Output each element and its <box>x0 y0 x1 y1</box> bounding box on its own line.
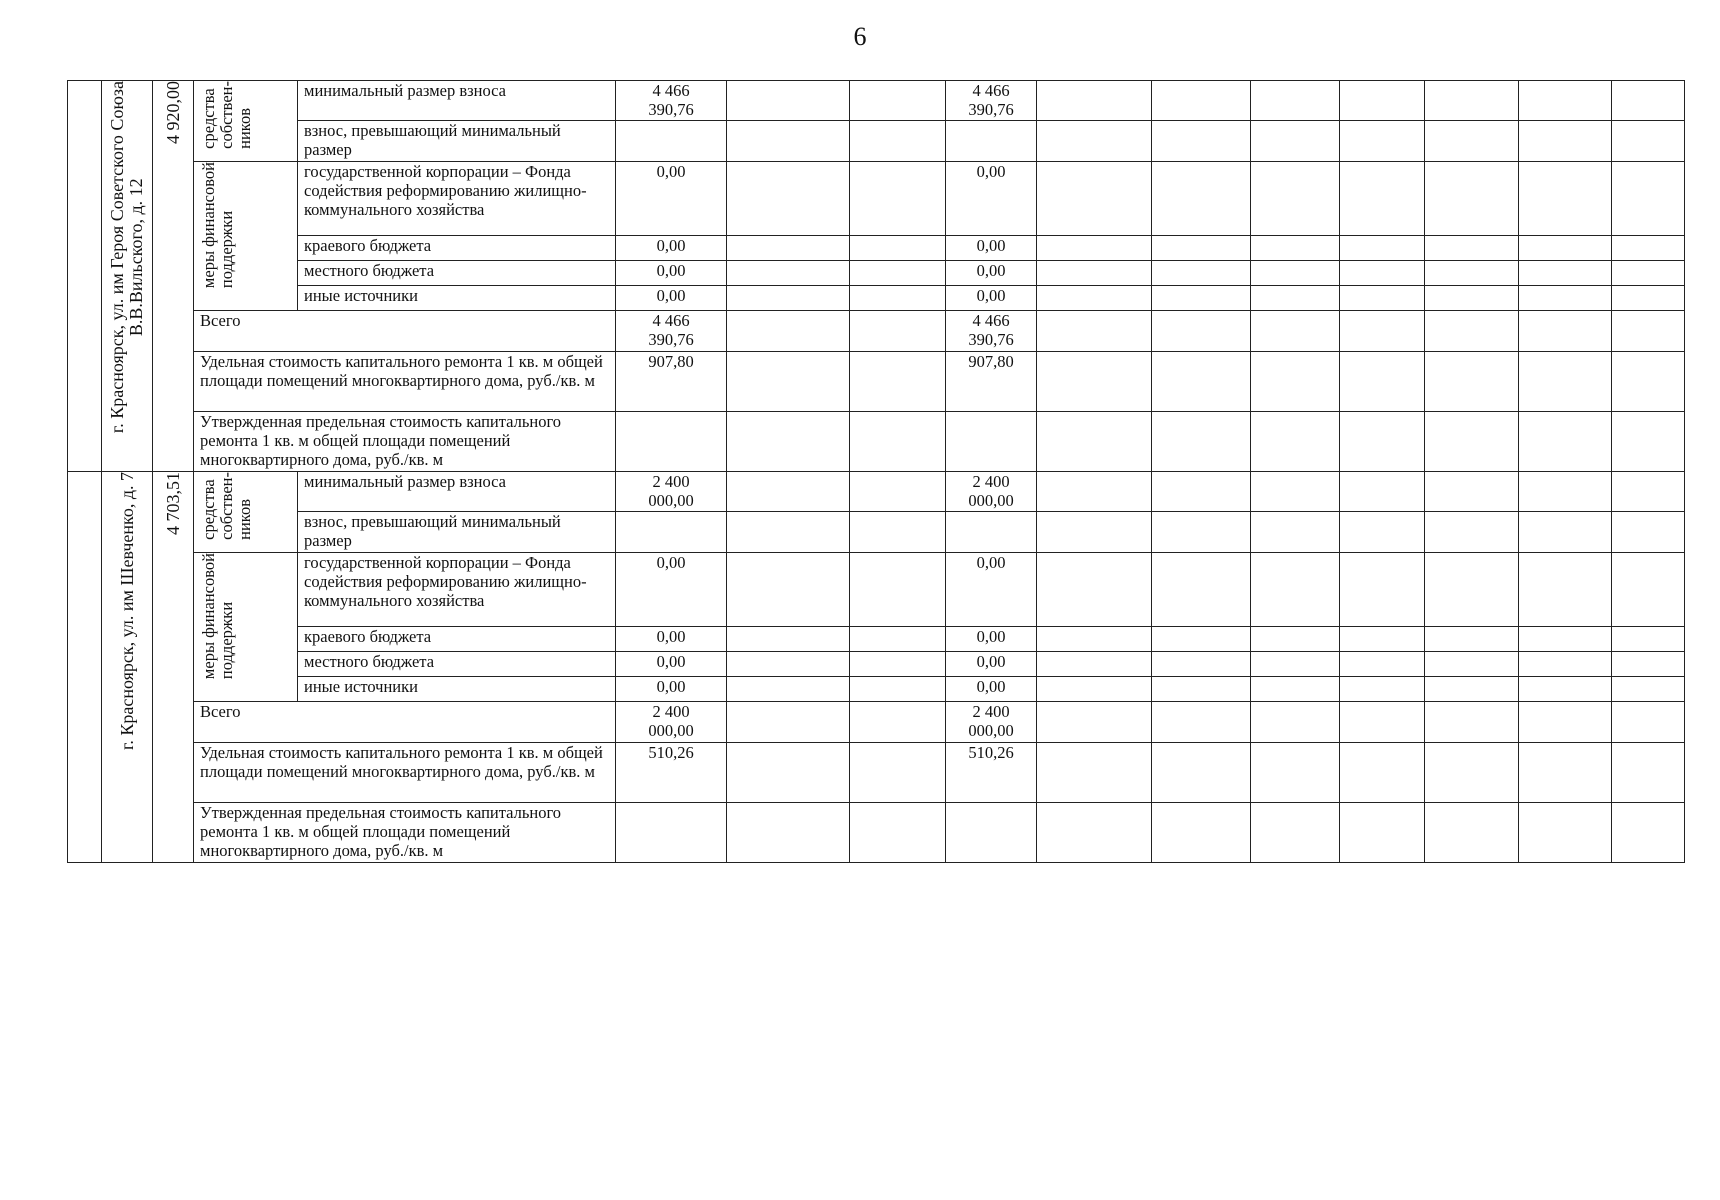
row-label: иные источники <box>298 286 616 311</box>
value-cell: 0,00 <box>946 261 1037 286</box>
value-cell: 510,26 <box>616 743 727 803</box>
value-cell: 2 400 000,00 <box>616 702 727 743</box>
value-cell: 4 466 390,76 <box>616 81 727 121</box>
value-cell: 0,00 <box>946 553 1037 627</box>
row-label-total: Всего <box>194 702 616 743</box>
value-cell: 0,00 <box>616 627 727 652</box>
table-row <box>68 803 1685 863</box>
value-cell: 0,00 <box>616 236 727 261</box>
value-cell: 0,00 <box>616 286 727 311</box>
row-label: местного бюджета <box>298 261 616 286</box>
row-label: государственной корпорации – Фонда содействия реформированию жилищно-коммунального хозяйства <box>298 553 616 627</box>
table-row <box>68 702 1685 743</box>
page-number: 6 <box>853 22 867 51</box>
row-label: взнос, превышающий минимальный размер <box>298 512 616 553</box>
value-cell: 0,00 <box>946 677 1037 702</box>
table-row <box>68 743 1685 803</box>
value-cell: 0,00 <box>946 236 1037 261</box>
value-cell <box>946 121 1037 162</box>
value-cell <box>616 803 727 863</box>
value-cell: 0,00 <box>616 652 727 677</box>
value-cell: 0,00 <box>616 553 727 627</box>
row-label-total: Всего <box>194 311 616 352</box>
value-cell <box>616 512 727 553</box>
value-cell: 907,80 <box>616 352 727 412</box>
value-cell <box>946 803 1037 863</box>
capital-repair-table <box>67 80 1685 863</box>
building-address: г. Красноярск, ул. им Шевченко, д. 7 <box>102 472 153 863</box>
table-row <box>68 81 1685 121</box>
row-label: Утвержденная предельная стоимость капитального ремонта 1 кв. м общей площади помещений многоквартирного дома, руб./кв. м <box>194 412 616 472</box>
value-cell: 0,00 <box>946 627 1037 652</box>
row-label: Удельная стоимость капитального ремонта 1 кв. м общей площади помещений многоквартирного дома, руб./кв. м <box>194 743 616 803</box>
value-cell <box>946 412 1037 472</box>
row-label: краевого бюджета <box>298 627 616 652</box>
table-row <box>68 261 1685 286</box>
index-cell <box>68 81 102 472</box>
value-cell: 0,00 <box>946 162 1037 236</box>
table-row <box>68 121 1685 162</box>
row-label: Утвержденная предельная стоимость капитального ремонта 1 кв. м общей площади помещений многоквартирного дома, руб./кв. м <box>194 803 616 863</box>
value-cell <box>616 121 727 162</box>
value-cell: 510,26 <box>946 743 1037 803</box>
row-label: Удельная стоимость капитального ремонта 1 кв. м общей площади помещений многоквартирного дома, руб./кв. м <box>194 352 616 412</box>
owner-funds-group: средства собствен- ников <box>194 472 298 553</box>
value-cell: 4 466 390,76 <box>946 81 1037 121</box>
value-cell: 0,00 <box>616 677 727 702</box>
value-cell: 4 466 390,76 <box>946 311 1037 352</box>
row-label: краевого бюджета <box>298 236 616 261</box>
row-label: минимальный размер взноса <box>298 81 616 121</box>
row-label: минимальный размер взноса <box>298 472 616 512</box>
value-cell: 2 400 000,00 <box>946 472 1037 512</box>
table-row <box>68 162 1685 236</box>
value-cell: 4 466 390,76 <box>616 311 727 352</box>
value-cell: 2 400 000,00 <box>616 472 727 512</box>
value-cell <box>616 412 727 472</box>
table-row <box>68 472 1685 512</box>
row-label: местного бюджета <box>298 652 616 677</box>
index-cell <box>68 472 102 863</box>
financial-support-group: меры финансовой поддержки <box>194 553 298 702</box>
table-row <box>68 286 1685 311</box>
table-row <box>68 512 1685 553</box>
value-cell: 907,80 <box>946 352 1037 412</box>
building-area: 4 703,51 <box>153 472 194 863</box>
financial-support-group: меры финансовой поддержки <box>194 162 298 311</box>
building-address: г. Красноярск, ул. им Героя Советского Союза В.В.Вильского, д. 12 <box>102 81 153 472</box>
table-row <box>68 627 1685 652</box>
table-row <box>68 412 1685 472</box>
table-row <box>68 553 1685 627</box>
row-label: взнос, превышающий минимальный размер <box>298 121 616 162</box>
value-cell: 0,00 <box>616 162 727 236</box>
value-cell: 0,00 <box>946 652 1037 677</box>
value-cell: 0,00 <box>616 261 727 286</box>
value-cell <box>946 512 1037 553</box>
table-row <box>68 652 1685 677</box>
table-row <box>68 311 1685 352</box>
building-area: 4 920,00 <box>153 81 194 472</box>
row-label: государственной корпорации – Фонда содействия реформированию жилищно-коммунального хозяйства <box>298 162 616 236</box>
table-row <box>68 352 1685 412</box>
value-cell: 2 400 000,00 <box>946 702 1037 743</box>
table-row <box>68 677 1685 702</box>
value-cell: 0,00 <box>946 286 1037 311</box>
owner-funds-group: средства собствен- ников <box>194 81 298 162</box>
row-label: иные источники <box>298 677 616 702</box>
table-row <box>68 236 1685 261</box>
